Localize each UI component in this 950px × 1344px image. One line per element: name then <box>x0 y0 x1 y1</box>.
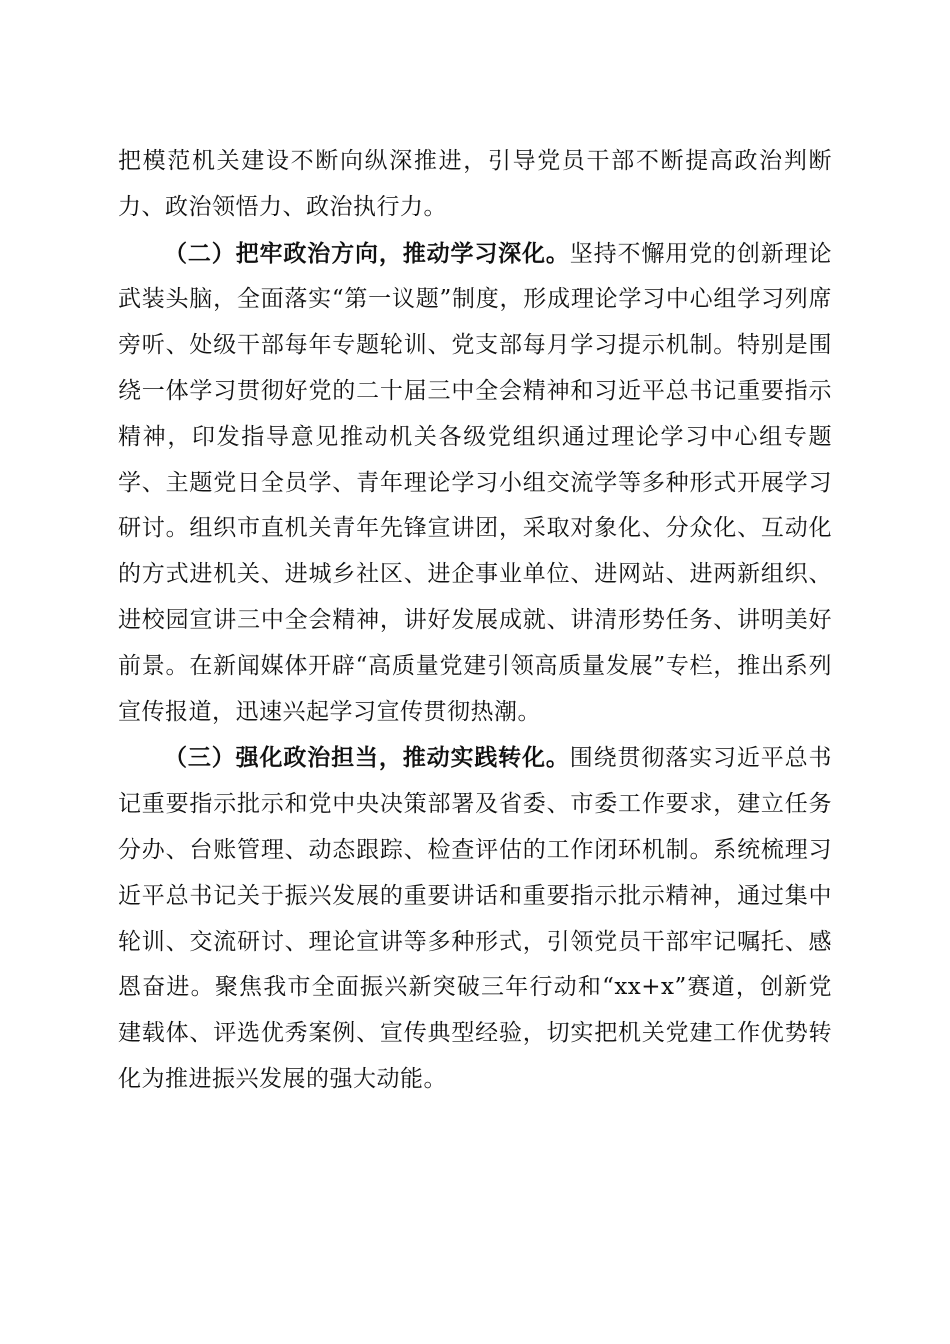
paragraph-2-body: 坚持不懈用党的创新理论武装头脑，全面落实“第一议题”制度，形成理论学习中心组学习列席旁听、处级干部每年专题轮训、党支部每月学习提示机制。特别是围绕一体学习贯彻好党的二十届三中全会精神和习近平总书记重要指示精神，印发指导意见推动机关各级党组织通过理论学习中心组专题学、主题党日全员学、青年理论学习小组交流学等多种形式开展学习研讨。组织市直机关青年先锋宣讲团，采取对象化、分众化、互动化的方式进机关、进城乡社区、进企事业单位、进网站、进两新组织、进校园宣讲三中全会精神，讲好发展成就、讲清形势任务、讲明美好前景。在新闻媒体开辟“高质量党建引领高质量发展”专栏，推出系列宣传报道，迅速兴起学习宣传贯彻热潮。 <box>118 240 833 725</box>
paragraph-1 <box>118 139 832 231</box>
paragraph-3-heading: （三）强化政治担当，推动实践转化。 <box>164 744 570 772</box>
paragraph-2 <box>118 231 832 736</box>
paragraph-1-body: 把模范机关建设不断向纵深推进，引导党员干部不断提高政治判断力、政治领悟力、政治执行力。 <box>118 148 832 220</box>
paragraph-3 <box>118 735 832 1102</box>
body-text <box>118 139 832 1103</box>
paragraph-2-heading: （二）把牢政治方向，推动学习深化。 <box>164 239 570 267</box>
paragraph-3-body: 围绕贯彻落实习近平总书记重要指示批示和党中央决策部署及省委、市委工作要求，建立任务分办、台账管理、动态跟踪、检查评估的工作闭环机制。系统梳理习近平总书记关于振兴发展的重要讲话和重要指示批示精神，通过集中轮训、交流研讨、理论宣讲等多种形式，引领党员干部牢记嘱托、感恩奋进。聚焦我市全面振兴新突破三年行动和“xx+x”赛道，创新党建载体、评选优秀案例、宣传典型经验，切实把机关党建工作优势转化为推进振兴发展的强大动能。 <box>118 745 833 1092</box>
